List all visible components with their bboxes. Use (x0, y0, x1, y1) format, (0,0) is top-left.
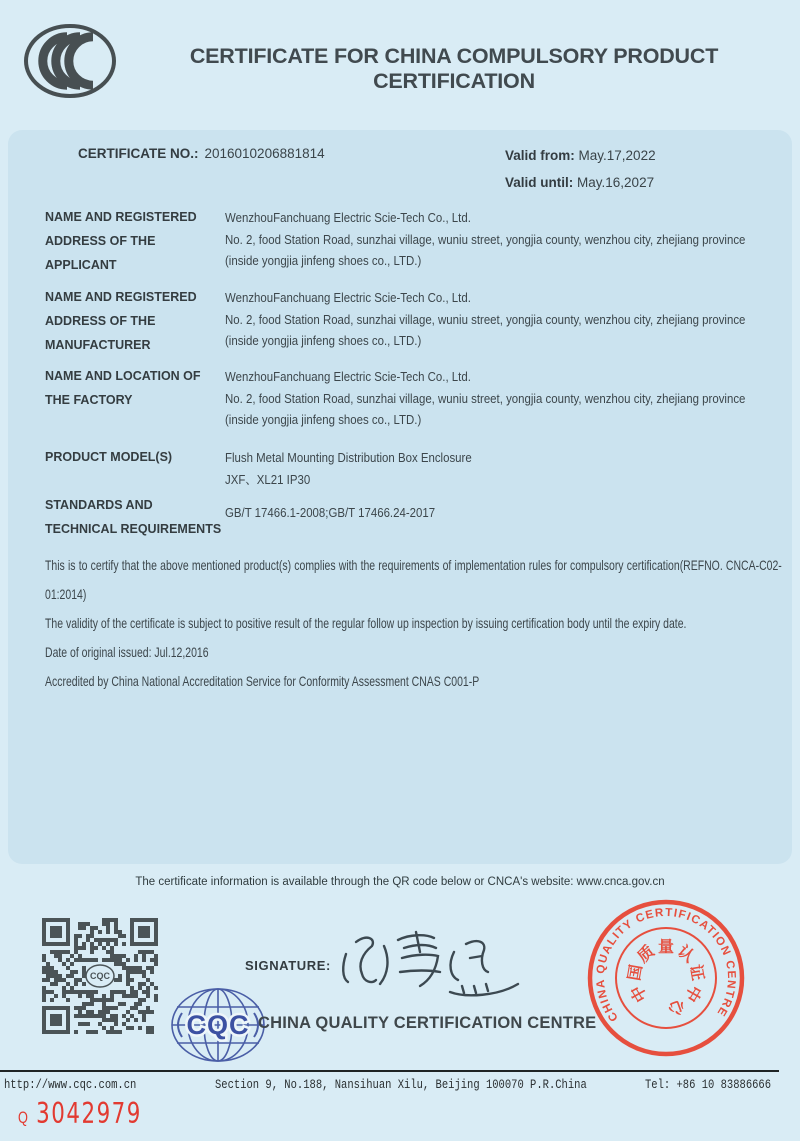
certificate-number-row (78, 146, 325, 161)
footer-address: Section 9, No.188, Nansihuan Xilu, Beijing 100070 P.R.China (215, 1078, 587, 1092)
applicant-address-2: (inside yongjia jinfeng shoes co., LTD.) (225, 253, 422, 268)
ccc-logo-icon (22, 22, 118, 100)
svg-text:CHINA QUALITY CERTIFICATION CE (595, 907, 737, 1023)
valid-from-label: Valid from: (505, 148, 575, 163)
standards-label: STANDARDS AND TECHNICAL REQUIREMENTS (45, 498, 222, 536)
footer-website: http://www.cqc.com.cn (4, 1078, 137, 1092)
valid-from-value: May.17,2022 (578, 148, 656, 163)
signature-label: SIGNATURE: (245, 958, 331, 973)
factory-address-1: No. 2, food Station Road, sunzhai village, wuniu street, yongjia county, wenzhou city, zhejiang province (225, 390, 746, 406)
field-applicant (45, 205, 784, 272)
field-product-models (45, 445, 784, 487)
cqc-centre-name: CHINA QUALITY CERTIFICATION CENTRE (258, 1014, 597, 1032)
manufacturer-name: WenzhouFanchuang Electric Scie-Tech Co., Ltd. (225, 290, 471, 305)
manufacturer-label: NAME AND REGISTERED ADDRESS OF THE MANUFACTURER (45, 290, 197, 352)
applicant-label: NAME AND REGISTERED ADDRESS OF THE APPLICANT (45, 210, 197, 272)
stamp-english-text: CHINA QUALITY CERTIFICATION CENTRE (594, 906, 738, 1024)
svg-text:证: 证 (686, 962, 708, 983)
field-manufacturer (45, 285, 784, 352)
factory-name: WenzhouFanchuang Electric Scie-Tech Co., Ltd. (225, 369, 471, 384)
official-stamp-icon (584, 896, 748, 1060)
statement-original-issue-date: Date of original issued: Jul.12,2016 (45, 644, 209, 660)
footer-tel: Tel: +86 10 83886666 (645, 1078, 772, 1092)
cqc-globe-icon (168, 986, 268, 1064)
statement-validity: The validity of the certificate is subject to positive result of the regular follow up inspection by issuing certification body until the expiry date. (45, 615, 687, 631)
factory-address-2: (inside yongjia jinfeng shoes co., LTD.) (225, 412, 422, 427)
applicant-name: WenzhouFanchuang Electric Scie-Tech Co., Ltd. (225, 210, 471, 225)
field-factory (45, 364, 784, 427)
certificate-number-value: 2016010206881814 (204, 146, 325, 161)
product-models-line-1: Flush Metal Mounting Distribution Box Enclosure (225, 450, 472, 465)
statement-compliance: This is to certify that the above mentioned product(s) complies with the requirements of implementation rules for compulsory certification(REFNO. CNCA-C02-01:2014) (45, 557, 782, 602)
svg-text:中: 中 (626, 982, 651, 1006)
statement-accreditation: Accredited by China National Accreditation Service for Conformity Assessment CNAS C001-P (45, 673, 480, 689)
svg-text:国: 国 (624, 962, 646, 983)
footer-rule (0, 1070, 779, 1072)
product-models-label: PRODUCT MODEL(S) (45, 450, 173, 464)
svg-text:中: 中 (681, 982, 706, 1006)
signature-script (332, 926, 522, 1002)
svg-text:认: 认 (674, 941, 699, 967)
valid-until-label: Valid until: (505, 175, 574, 190)
field-standards (45, 493, 784, 536)
product-models-line-2: JXF、XL21 IP30 (225, 471, 311, 487)
validity-box (505, 142, 656, 196)
applicant-address-1: No. 2, food Station Road, sunzhai village, wuniu street, yongjia county, wenzhou city, zhejiang province (225, 231, 746, 247)
valid-from-row (505, 142, 656, 169)
certification-statements (45, 551, 782, 696)
serial-number (18, 1097, 142, 1130)
valid-until-row (505, 169, 656, 196)
svg-text:CQC: CQC (90, 971, 110, 981)
svg-text:心: 心 (665, 995, 688, 1020)
content-panel (8, 130, 792, 864)
certificate-title: CERTIFICATE FOR CHINA COMPULSORY PRODUCT CERTIFICATION (189, 44, 719, 93)
serial-digits: 3042979 (36, 1097, 142, 1130)
valid-until-value: May.16,2027 (577, 175, 655, 190)
cqc-abbr: CQC (186, 1010, 250, 1040)
factory-label: NAME AND LOCATION OF THE FACTORY (45, 369, 201, 407)
manufacturer-address-2: (inside yongjia jinfeng shoes co., LTD.) (225, 333, 422, 348)
serial-prefix: Q (18, 1108, 28, 1127)
stamp-chinese-text (624, 937, 708, 1020)
manufacturer-address-1: No. 2, food Station Road, sunzhai village, wuniu street, yongjia county, wenzhou city, zhejiang province (225, 311, 746, 327)
qr-code (42, 918, 158, 1034)
standards-value: GB/T 17466.1-2008;GB/T 17466.24-2017 (225, 505, 436, 520)
svg-text:量: 量 (657, 937, 675, 956)
qr-info-note: The certificate information is available through the QR code below or CNCA's website: www.cnca.gov.cn (135, 876, 665, 888)
svg-text:质: 质 (633, 941, 658, 967)
certificate-number-label: CERTIFICATE NO.: (78, 146, 199, 161)
